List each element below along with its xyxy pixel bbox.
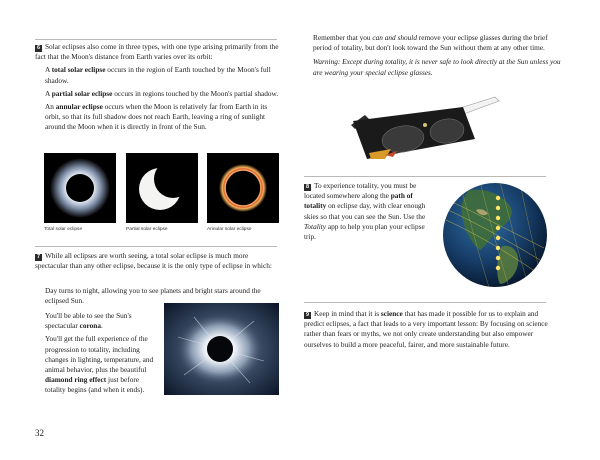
section-7-number: 7	[36, 254, 41, 260]
partial-eclipse-photo	[126, 153, 198, 223]
section-7-intro-text: While all eclipses are worth seeing, a total solar eclipse is much more spectacular than any other eclipse, because it is the only type of eclipse in which:	[35, 251, 272, 271]
section-8-post: app to help you plan your eclipse trip.	[304, 221, 425, 242]
section-9-post: that has made it possible for us to explain and predict eclipses, a fact that leads to a very important lesson: By focusing on science rather than fears or myths, we not only create understanding but also empower ourselves to build a more peaceful, fairer, and more sustainable future.	[304, 309, 548, 349]
section-7-items-2-3	[45, 311, 157, 396]
progression-pre: You'll get the full experience of the progression to totality, including changes in lighting, temperature, and animal behavior, plus the beautiful	[45, 334, 154, 375]
section-6	[35, 42, 279, 133]
section-7-rule	[35, 246, 277, 247]
annular-term: annular eclipse	[55, 102, 103, 112]
section-6-intro	[35, 42, 279, 62]
annular-pre: An	[45, 102, 56, 112]
progression-item	[45, 334, 157, 395]
corona-pre: You'll be able to see the Sun's spectacular	[45, 311, 132, 331]
partial-post: occurs in regions touched by the Moon's partial shadow.	[112, 88, 279, 98]
corona-term: corona	[79, 321, 101, 331]
path-of-totality-term: path of totality	[304, 191, 413, 211]
total-post: occurs in the region of Earth touched by the Moon's full shadow.	[45, 65, 271, 85]
total-term: total solar eclipse	[51, 65, 106, 75]
daytime-darkness-text: Day turns to night, allowing you to see planets and bright stars around the eclipsed Sun.	[45, 286, 261, 306]
corona-photo	[164, 303, 279, 395]
section-8-number: 8	[305, 184, 310, 190]
remove-glasses-text	[313, 33, 563, 53]
science-term: science	[380, 309, 403, 318]
partial-pre: A	[45, 88, 52, 98]
section-9-pre: Keep in mind that it is	[314, 309, 381, 318]
total-eclipse-photo	[44, 153, 116, 223]
annular-post: occurs when the Moon is relatively far from Earth in its orbit, so that its full shadow does not reach Earth, leaving a ring of sunlight around the Moon when it is directly in front of the Sun.	[45, 102, 268, 132]
progression-post: just before totality begins (and when it ends).	[45, 375, 145, 395]
section-6-number: 6	[36, 45, 41, 51]
section-8-pre: To experience totality, you must be located somewhere along the	[304, 181, 417, 201]
total-eclipse-caption: Total solar eclipse	[44, 227, 83, 232]
total-pre: A	[45, 65, 52, 75]
glasses-reminder	[313, 33, 563, 78]
section-7-intro	[35, 251, 279, 271]
partial-eclipse-caption: Partial solar eclipse	[126, 227, 168, 232]
section-9	[304, 309, 550, 350]
section-8-rule	[304, 176, 546, 177]
partial-term: partial solar eclipse	[51, 88, 113, 98]
reminder-post: remove your eclipse glasses during the brief period of totality, but don't look toward the Sun without them at any other time.	[313, 33, 548, 53]
totality-app-name: Totality	[304, 221, 327, 231]
total-eclipse-definition	[45, 65, 279, 85]
reminder-pre: Remember that you	[313, 33, 373, 42]
partial-eclipse-definition	[45, 89, 279, 99]
corona-post: .	[101, 321, 103, 331]
annular-eclipse-photo	[207, 153, 279, 223]
diamond-ring-term: diamond ring effect	[45, 375, 107, 385]
eclipse-glasses-image	[345, 95, 505, 170]
corona-item	[45, 311, 157, 331]
annular-eclipse-definition	[45, 102, 279, 133]
section-6-intro-text: Solar eclipses also come in three types, with one type arising primarily from the fact that the Moon's distance from Earth varies over its orbit:	[35, 42, 279, 62]
page-number: 32	[35, 428, 44, 438]
safety-warning: Warning: Except during totality, it is never safe to look directly at the Sun unless you are wearing your special eclipse glasses.	[313, 57, 561, 77]
reminder-emphasis: can and should	[372, 33, 417, 42]
section-9-number: 9	[305, 312, 310, 318]
path-of-totality-globe	[440, 180, 550, 290]
section-8-mid: on eclipse day, with clear enough skies so that you can see the Sun. Use the	[304, 201, 426, 221]
annular-eclipse-caption: Annular solar eclipse	[207, 227, 252, 232]
section-8	[304, 181, 436, 242]
section-9-rule	[304, 302, 546, 303]
section-6-rule	[35, 39, 277, 40]
